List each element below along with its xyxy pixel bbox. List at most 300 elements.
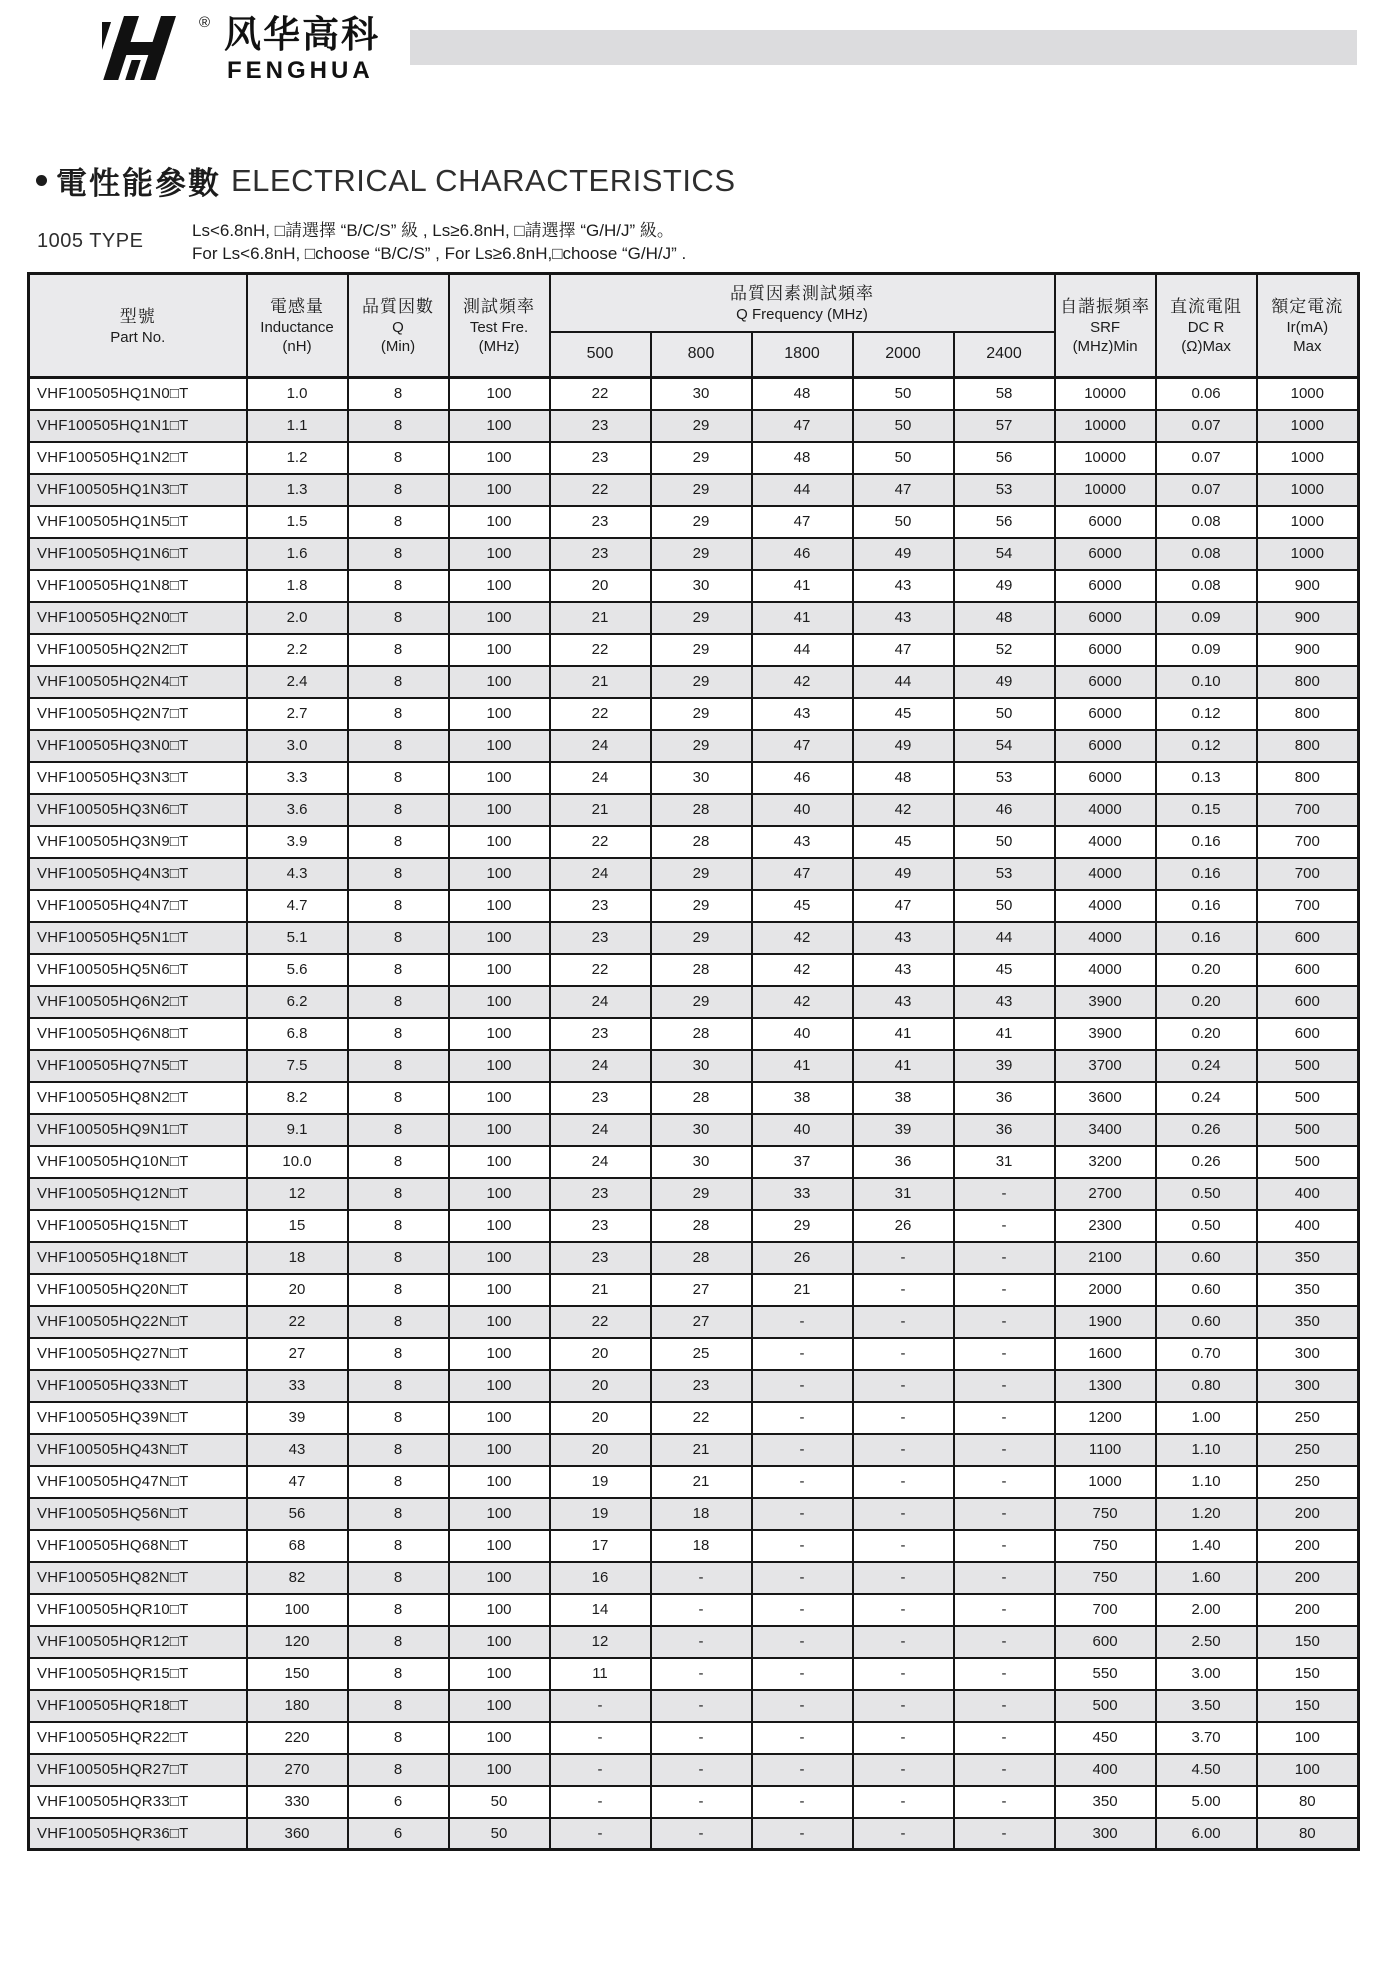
part-no-cell: VHF100505HQ1N5□T [29, 506, 247, 538]
value-cell: 120 [247, 1626, 348, 1658]
value-cell: 40 [752, 794, 853, 826]
value-cell: 0.60 [1156, 1306, 1257, 1338]
value-cell: 0.20 [1156, 986, 1257, 1018]
table-row [29, 1626, 1359, 1658]
value-cell: 20 [550, 570, 651, 602]
part-no-cell: VHF100505HQR18□T [29, 1690, 247, 1722]
value-cell: 6000 [1055, 666, 1156, 698]
value-cell: 1000 [1257, 538, 1359, 570]
value-cell: 28 [651, 1210, 752, 1242]
value-cell: 8 [348, 954, 449, 986]
value-cell: 45 [954, 954, 1055, 986]
value-cell: 8.2 [247, 1082, 348, 1114]
value-cell: - [853, 1690, 954, 1722]
value-cell: - [752, 1370, 853, 1402]
value-cell: 29 [651, 666, 752, 698]
part-no-cell: VHF100505HQ1N1□T [29, 410, 247, 442]
value-cell: 41 [752, 1050, 853, 1082]
part-no-cell: VHF100505HQR15□T [29, 1658, 247, 1690]
value-cell: 1000 [1257, 442, 1359, 474]
table-row [29, 1690, 1359, 1722]
value-cell: 10000 [1055, 410, 1156, 442]
value-cell: 31 [954, 1146, 1055, 1178]
value-cell: 21 [550, 794, 651, 826]
section-title-english: ELECTRICAL CHARACTERISTICS [231, 162, 736, 198]
value-cell: 43 [853, 570, 954, 602]
inductance-label-en: Inductance [260, 319, 334, 336]
value-cell: 8 [348, 1242, 449, 1274]
value-cell: - [954, 1754, 1055, 1786]
value-cell: 100 [449, 1530, 550, 1562]
value-cell: - [954, 1466, 1055, 1498]
value-cell: 82 [247, 1562, 348, 1594]
value-cell: 1300 [1055, 1370, 1156, 1402]
table-row [29, 1114, 1359, 1146]
value-cell: 8 [348, 762, 449, 794]
value-cell: - [954, 1690, 1055, 1722]
value-cell: - [550, 1722, 651, 1754]
value-cell: - [853, 1370, 954, 1402]
table-row [29, 538, 1359, 570]
value-cell: 700 [1257, 858, 1359, 890]
value-cell: 0.07 [1156, 442, 1257, 474]
rated-current-label-cn: 額定電流 [1271, 297, 1344, 316]
value-cell: 25 [651, 1338, 752, 1370]
value-cell: 800 [1257, 730, 1359, 762]
value-cell: 54 [954, 538, 1055, 570]
q-frequency-group-label-en: Q Frequency (MHz) [736, 305, 868, 323]
value-cell: 150 [247, 1658, 348, 1690]
table-row [29, 506, 1359, 538]
value-cell: 22 [550, 378, 651, 410]
value-cell: 30 [651, 1050, 752, 1082]
value-cell: 39 [853, 1114, 954, 1146]
value-cell: 100 [449, 474, 550, 506]
value-cell: 8 [348, 1018, 449, 1050]
header-banner-bar [410, 30, 1357, 65]
part-no-cell: VHF100505HQ3N9□T [29, 826, 247, 858]
value-cell: 200 [1257, 1562, 1359, 1594]
value-cell: 8 [348, 634, 449, 666]
value-cell: 0.07 [1156, 474, 1257, 506]
part-no-cell: VHF100505HQR12□T [29, 1626, 247, 1658]
value-cell: 47 [752, 858, 853, 890]
value-cell: 43 [247, 1434, 348, 1466]
value-cell: 44 [752, 634, 853, 666]
value-cell: 3400 [1055, 1114, 1156, 1146]
value-cell: 41 [853, 1018, 954, 1050]
value-cell: 350 [1257, 1306, 1359, 1338]
value-cell: 6000 [1055, 698, 1156, 730]
part-no-cell: VHF100505HQ27N□T [29, 1338, 247, 1370]
table-row [29, 1722, 1359, 1754]
value-cell: 0.26 [1156, 1146, 1257, 1178]
value-cell: 0.16 [1156, 890, 1257, 922]
value-cell: 100 [449, 1754, 550, 1786]
value-cell: - [651, 1786, 752, 1818]
value-cell: 350 [1257, 1274, 1359, 1306]
value-cell: 8 [348, 1434, 449, 1466]
value-cell: 0.12 [1156, 698, 1257, 730]
value-cell: 29 [651, 890, 752, 922]
value-cell: 49 [853, 730, 954, 762]
value-cell: 49 [954, 666, 1055, 698]
value-cell: 53 [954, 858, 1055, 890]
value-cell: 600 [1257, 922, 1359, 954]
value-cell: 1000 [1257, 474, 1359, 506]
value-cell: 48 [752, 442, 853, 474]
value-cell: 0.13 [1156, 762, 1257, 794]
value-cell: 2.0 [247, 602, 348, 634]
value-cell: 4000 [1055, 954, 1156, 986]
value-cell: 270 [247, 1754, 348, 1786]
value-cell: 900 [1257, 570, 1359, 602]
value-cell: 100 [449, 1722, 550, 1754]
value-cell: - [550, 1786, 651, 1818]
value-cell: 8 [348, 1050, 449, 1082]
part-no-cell: VHF100505HQ1N3□T [29, 474, 247, 506]
value-cell: - [853, 1306, 954, 1338]
col-header-q-freq-800: 800 [651, 332, 752, 378]
section-title-chinese: 電性能參數 [56, 166, 221, 201]
value-cell: 100 [449, 954, 550, 986]
value-cell: 29 [651, 410, 752, 442]
value-cell: 8 [348, 1306, 449, 1338]
value-cell: 1.60 [1156, 1562, 1257, 1594]
value-cell: 2.4 [247, 666, 348, 698]
inductance-label-cn: 電感量 [270, 297, 324, 316]
value-cell: 24 [550, 858, 651, 890]
table-row [29, 1530, 1359, 1562]
value-cell: 0.60 [1156, 1274, 1257, 1306]
value-cell: 24 [550, 1050, 651, 1082]
value-cell: 1.20 [1156, 1498, 1257, 1530]
value-cell: 400 [1257, 1178, 1359, 1210]
value-cell: 100 [449, 1082, 550, 1114]
part-no-cell: VHF100505HQ56N□T [29, 1498, 247, 1530]
value-cell: 1200 [1055, 1402, 1156, 1434]
value-cell: 12 [247, 1178, 348, 1210]
value-cell: 42 [752, 954, 853, 986]
value-cell: 5.00 [1156, 1786, 1257, 1818]
value-cell: - [752, 1306, 853, 1338]
value-cell: 0.16 [1156, 922, 1257, 954]
table-row [29, 1594, 1359, 1626]
value-cell: 8 [348, 1338, 449, 1370]
value-cell: 18 [651, 1530, 752, 1562]
part-no-cell: VHF100505HQ4N3□T [29, 858, 247, 890]
value-cell: 6.00 [1156, 1818, 1257, 1850]
value-cell: 6000 [1055, 762, 1156, 794]
value-cell: - [752, 1530, 853, 1562]
value-cell: 38 [853, 1082, 954, 1114]
value-cell: 24 [550, 762, 651, 794]
value-cell: 100 [449, 986, 550, 1018]
table-row [29, 1818, 1359, 1850]
test-freq-label-cn: 測試頻率 [463, 297, 535, 316]
value-cell: 8 [348, 1530, 449, 1562]
value-cell: 8 [348, 986, 449, 1018]
value-cell: 100 [449, 1594, 550, 1626]
value-cell: - [853, 1434, 954, 1466]
value-cell: 100 [449, 506, 550, 538]
value-cell: 8 [348, 826, 449, 858]
value-cell: 1000 [1055, 1466, 1156, 1498]
value-cell: - [954, 1722, 1055, 1754]
value-cell: 1000 [1257, 506, 1359, 538]
value-cell: 400 [1257, 1210, 1359, 1242]
col-header-q-freq-2000: 2000 [853, 332, 954, 378]
value-cell: 100 [449, 1114, 550, 1146]
part-no-cell: VHF100505HQ3N0□T [29, 730, 247, 762]
value-cell: 0.12 [1156, 730, 1257, 762]
value-cell: 8 [348, 1082, 449, 1114]
value-cell: - [954, 1626, 1055, 1658]
value-cell: 22 [550, 698, 651, 730]
value-cell: 8 [348, 1562, 449, 1594]
value-cell: 750 [1055, 1498, 1156, 1530]
value-cell: 6000 [1055, 538, 1156, 570]
part-no-cell: VHF100505HQ5N1□T [29, 922, 247, 954]
value-cell: 6 [348, 1786, 449, 1818]
value-cell: - [853, 1594, 954, 1626]
value-cell: 6 [348, 1818, 449, 1850]
table-row [29, 1274, 1359, 1306]
value-cell: 8 [348, 1658, 449, 1690]
table-row [29, 1562, 1359, 1594]
value-cell: 2.7 [247, 698, 348, 730]
value-cell: 8 [348, 506, 449, 538]
value-cell: - [752, 1466, 853, 1498]
value-cell: 600 [1257, 1018, 1359, 1050]
value-cell: 900 [1257, 634, 1359, 666]
value-cell: 500 [1257, 1050, 1359, 1082]
value-cell: 50 [853, 378, 954, 410]
value-cell: 100 [449, 1690, 550, 1722]
value-cell: 1.2 [247, 442, 348, 474]
value-cell: - [752, 1658, 853, 1690]
value-cell: - [954, 1402, 1055, 1434]
value-cell: 1900 [1055, 1306, 1156, 1338]
table-row [29, 1658, 1359, 1690]
brand-name-english: FENGHUA [227, 57, 374, 84]
value-cell: - [752, 1338, 853, 1370]
table-row [29, 1146, 1359, 1178]
value-cell: 23 [550, 1018, 651, 1050]
value-cell: 0.15 [1156, 794, 1257, 826]
value-cell: 100 [449, 1466, 550, 1498]
part-no-cell: VHF100505HQ10N□T [29, 1146, 247, 1178]
value-cell: 3.3 [247, 762, 348, 794]
value-cell: 20 [550, 1402, 651, 1434]
value-cell: 41 [853, 1050, 954, 1082]
table-row [29, 890, 1359, 922]
value-cell: 8 [348, 1146, 449, 1178]
value-cell: 250 [1257, 1434, 1359, 1466]
value-cell: 1.6 [247, 538, 348, 570]
table-row [29, 826, 1359, 858]
col-header-srf [1055, 274, 1156, 378]
value-cell: 500 [1257, 1146, 1359, 1178]
value-cell: 100 [449, 1562, 550, 1594]
value-cell: 50 [954, 698, 1055, 730]
table-row [29, 922, 1359, 954]
value-cell: 0.08 [1156, 570, 1257, 602]
value-cell: 7.5 [247, 1050, 348, 1082]
value-cell: 43 [752, 826, 853, 858]
value-cell: 33 [247, 1370, 348, 1402]
value-cell: 8 [348, 474, 449, 506]
value-cell: 8 [348, 442, 449, 474]
part-no-cell: VHF100505HQ15N□T [29, 1210, 247, 1242]
value-cell: 8 [348, 538, 449, 570]
value-cell: - [853, 1242, 954, 1274]
part-no-cell: VHF100505HQ20N□T [29, 1274, 247, 1306]
value-cell: 43 [853, 954, 954, 986]
value-cell: 24 [550, 986, 651, 1018]
value-cell: 1.5 [247, 506, 348, 538]
value-cell: 200 [1257, 1594, 1359, 1626]
value-cell: 8 [348, 410, 449, 442]
table-row [29, 794, 1359, 826]
value-cell: 49 [954, 570, 1055, 602]
value-cell: 29 [651, 506, 752, 538]
value-cell: 0.24 [1156, 1050, 1257, 1082]
table-row [29, 634, 1359, 666]
value-cell: 8 [348, 1466, 449, 1498]
table-row [29, 986, 1359, 1018]
value-cell: 28 [651, 1018, 752, 1050]
q-factor-label-en: Q [392, 319, 404, 336]
value-cell: 23 [550, 1082, 651, 1114]
value-cell: 46 [752, 762, 853, 794]
value-cell: 24 [550, 730, 651, 762]
value-cell: 4.50 [1156, 1754, 1257, 1786]
col-header-part-no [29, 274, 247, 378]
value-cell: 8 [348, 1114, 449, 1146]
value-cell: 42 [752, 666, 853, 698]
value-cell: 700 [1257, 826, 1359, 858]
table-row [29, 1210, 1359, 1242]
value-cell: - [651, 1722, 752, 1754]
value-cell: - [853, 1466, 954, 1498]
bullet-icon [36, 175, 47, 186]
srf-label-en: SRF [1090, 319, 1121, 336]
value-cell: 8 [348, 890, 449, 922]
type-label: 1005 TYPE [37, 230, 144, 252]
value-cell: 550 [1055, 1658, 1156, 1690]
part-no-cell: VHF100505HQR22□T [29, 1722, 247, 1754]
value-cell: 36 [853, 1146, 954, 1178]
value-cell: 0.70 [1156, 1338, 1257, 1370]
value-cell: 8 [348, 1498, 449, 1530]
value-cell: 23 [550, 410, 651, 442]
value-cell: - [853, 1626, 954, 1658]
value-cell: - [853, 1786, 954, 1818]
value-cell: 22 [550, 474, 651, 506]
table-row [29, 762, 1359, 794]
value-cell: 30 [651, 378, 752, 410]
value-cell: 100 [449, 890, 550, 922]
table-row [29, 666, 1359, 698]
value-cell: 23 [550, 922, 651, 954]
value-cell: 220 [247, 1722, 348, 1754]
value-cell: 100 [449, 1018, 550, 1050]
value-cell: 500 [1055, 1690, 1156, 1722]
value-cell: 6000 [1055, 730, 1156, 762]
value-cell: 40 [752, 1018, 853, 1050]
value-cell: - [954, 1306, 1055, 1338]
note-line-2: For Ls<6.8nH, □choose “B/C/S” , For Ls≥6.8nH,□choose “G/H/J” . [192, 244, 687, 263]
value-cell: 8 [348, 1402, 449, 1434]
col-header-q-freq-2400: 2400 [954, 332, 1055, 378]
value-cell: 43 [954, 986, 1055, 1018]
value-cell: 45 [853, 826, 954, 858]
value-cell: - [550, 1818, 651, 1850]
table-row [29, 1050, 1359, 1082]
part-no-cell: VHF100505HQ8N2□T [29, 1082, 247, 1114]
value-cell: 43 [853, 986, 954, 1018]
value-cell: 600 [1055, 1626, 1156, 1658]
value-cell: 4000 [1055, 826, 1156, 858]
value-cell: 56 [954, 442, 1055, 474]
value-cell: 42 [752, 922, 853, 954]
table-row [29, 954, 1359, 986]
value-cell: 2000 [1055, 1274, 1156, 1306]
value-cell: 3.6 [247, 794, 348, 826]
part-no-cell: VHF100505HQ2N4□T [29, 666, 247, 698]
value-cell: 500 [1257, 1114, 1359, 1146]
table-body [29, 378, 1359, 1850]
part-no-cell: VHF100505HQ2N7□T [29, 698, 247, 730]
dcr-label-cn: 直流電阻 [1170, 297, 1243, 316]
value-cell: 0.16 [1156, 858, 1257, 890]
table-row [29, 1082, 1359, 1114]
table-row [29, 1018, 1359, 1050]
value-cell: 22 [550, 1306, 651, 1338]
part-no-cell: VHF100505HQ1N0□T [29, 378, 247, 410]
value-cell: 3600 [1055, 1082, 1156, 1114]
value-cell: - [954, 1594, 1055, 1626]
value-cell: 39 [247, 1402, 348, 1434]
value-cell: 0.16 [1156, 826, 1257, 858]
value-cell: 33 [752, 1178, 853, 1210]
value-cell: 3900 [1055, 986, 1156, 1018]
value-cell: 1100 [1055, 1434, 1156, 1466]
value-cell: - [752, 1722, 853, 1754]
part-no-cell: VHF100505HQ9N1□T [29, 1114, 247, 1146]
value-cell: 0.50 [1156, 1210, 1257, 1242]
value-cell: 10000 [1055, 474, 1156, 506]
value-cell: 22 [550, 634, 651, 666]
value-cell: 47 [247, 1466, 348, 1498]
note-line-1: Ls<6.8nH, □請選擇 “B/C/S” 級 , Ls≥6.8nH, □請選擇 “G/H/J” 級。 [192, 221, 674, 240]
value-cell: 47 [853, 890, 954, 922]
value-cell: - [651, 1818, 752, 1850]
part-no-cell: VHF100505HQR10□T [29, 1594, 247, 1626]
test-freq-label-en: Test Fre. [469, 319, 529, 336]
value-cell: 2300 [1055, 1210, 1156, 1242]
value-cell: 28 [651, 826, 752, 858]
value-cell: 8 [348, 1178, 449, 1210]
table-row [29, 1786, 1359, 1818]
value-cell: 6.8 [247, 1018, 348, 1050]
value-cell: 9.1 [247, 1114, 348, 1146]
brand-name-chinese: 风华高科 [224, 14, 380, 55]
value-cell: 21 [550, 666, 651, 698]
value-cell: - [651, 1626, 752, 1658]
value-cell: - [651, 1594, 752, 1626]
